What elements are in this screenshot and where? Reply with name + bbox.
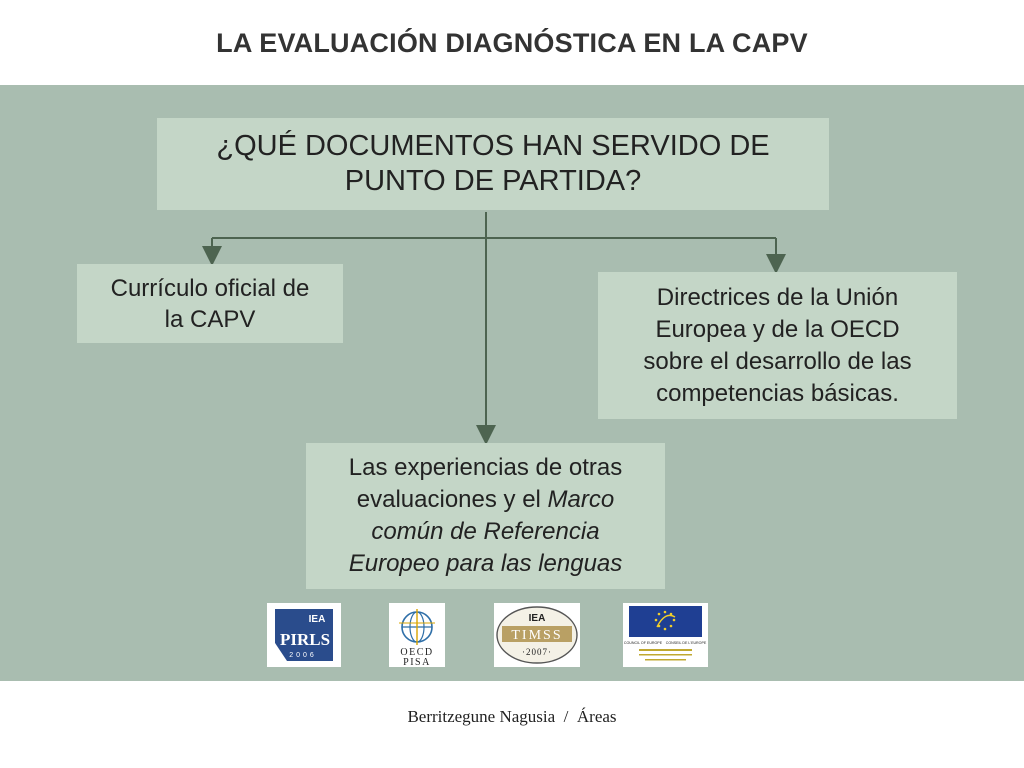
directrices-line-3: sobre el desarrollo de las [643, 347, 912, 375]
pirls-name-text: PIRLS [279, 630, 331, 649]
directrices-box [598, 272, 957, 419]
council-of-europe-logo [623, 603, 708, 667]
footer-text: Berritzegune Nagusia / Áreas [407, 707, 617, 726]
timss-logo [494, 603, 580, 667]
curriculo-box [77, 264, 343, 343]
question-line-1: ¿QUÉ DOCUMENTOS HAN SERVIDO DE [216, 130, 770, 162]
directrices-line-2: Europea y de la OECD [655, 315, 900, 343]
timss-name-text: TIMSS [511, 628, 563, 643]
experiencias-line-3: común de Referencia [371, 518, 600, 545]
coe-right-text: CONSEIL DE L'EUROPE [665, 641, 707, 645]
experiencias-line-2-plain: evaluaciones y el [356, 486, 548, 513]
experiencias-line-4: Europeo para las lenguas [348, 550, 623, 577]
directrices-line-1: Directrices de la Unión [656, 283, 899, 311]
pirls-org-text: IEA [308, 614, 326, 625]
curriculo-line-2: la CAPV [164, 305, 256, 333]
experiencias-box [306, 443, 665, 589]
coe-left-text: COUNCIL OF EUROPE [623, 641, 663, 645]
oecd-pisa-logo [389, 603, 445, 667]
pisa-top-text: OECD [400, 647, 434, 658]
pirls-logo [267, 603, 341, 667]
experiencias-line-2-italic: Marco [547, 486, 615, 513]
experiencias-line-2 [357, 484, 614, 516]
curriculo-line-1: Currículo oficial de [110, 274, 310, 302]
question-box [157, 118, 829, 210]
timss-org-text: IEA [528, 613, 546, 624]
timss-year-text: ·2007· [522, 647, 552, 657]
question-line-2: PUNTO DE PARTIDA? [344, 165, 642, 197]
slide-title: LA EVALUACIÓN DIAGNÓSTICA EN LA CAPV [216, 28, 808, 58]
pirls-year-text: 2006 [289, 652, 317, 659]
pisa-bottom-text: PISA [403, 657, 431, 667]
directrices-line-4: competencias básicas. [656, 379, 899, 407]
experiencias-line-1: Las experiencias de otras [348, 454, 623, 481]
